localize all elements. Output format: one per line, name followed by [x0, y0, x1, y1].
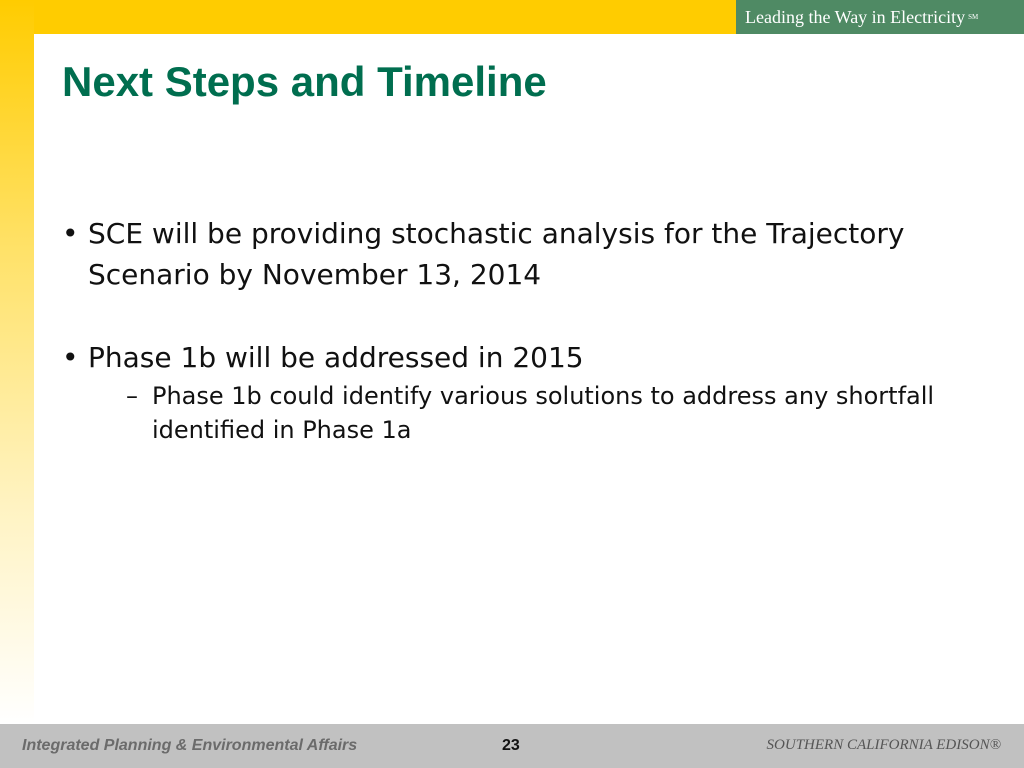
slide-title: Next Steps and Timeline: [62, 58, 547, 105]
bullet-text: SCE will be providing stochastic analysis for the Trajectory Scenario by November 13, 2014: [88, 217, 905, 291]
brand-tagline: [736, 0, 1024, 34]
bullet-text: Phase 1b will be addressed in 2015: [88, 341, 584, 374]
bullet-dot: •: [62, 217, 79, 250]
slide-footer: [0, 724, 1024, 768]
brand-tagline-text: Leading the Way in Electricity: [745, 6, 966, 27]
bullet-dot: •: [62, 341, 79, 374]
bullet-item: [62, 337, 1002, 447]
sub-bullet-item: [88, 379, 1002, 447]
bullet-item: [62, 213, 1002, 295]
slide-content: [34, 34, 1024, 724]
page-number: 23: [502, 737, 520, 754]
department-name: Integrated Planning & Environmental Affairs: [22, 737, 358, 754]
bullet-list: [62, 213, 1002, 489]
company-name: SOUTHERN CALIFORNIA EDISON®: [766, 737, 1001, 753]
sub-bullet-dash: –: [126, 382, 138, 410]
service-mark: SM: [968, 13, 979, 21]
left-accent-band: [0, 0, 34, 724]
sub-bullet-text: Phase 1b could identify various solutions to address any shortfall identified in Phase 1a: [152, 382, 935, 444]
